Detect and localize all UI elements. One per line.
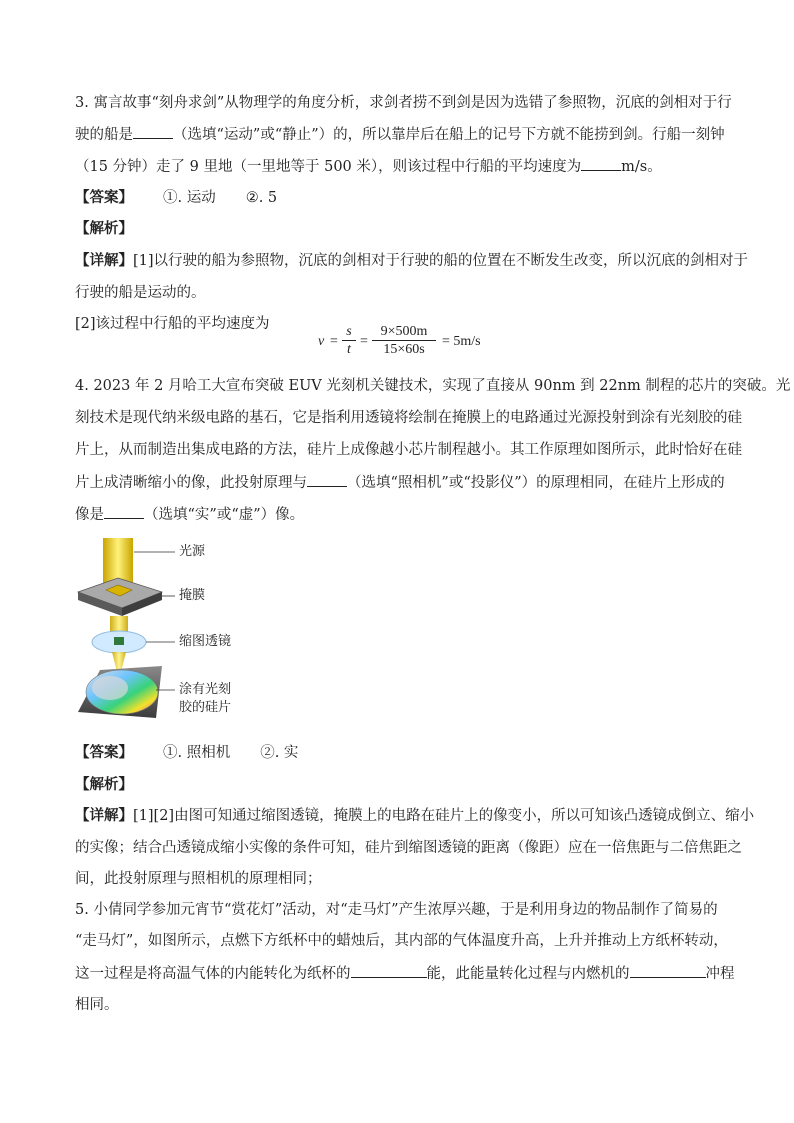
answer-option-1: ①. 运动 — [163, 190, 216, 206]
detail-tag: 【详解】 — [75, 807, 133, 824]
formula-frac-values: $\frac{9\times 500m}{15\times 60s}$ — [372, 324, 436, 358]
q4-line-3: 片上，从而制造出集成电路的方法，硅片上成像越小芯片制程越小。其工作原理如图所示，此时恰好在硅 — [75, 442, 742, 458]
q5-blank-2[interactable] — [630, 963, 706, 978]
wafer-grid — [92, 676, 128, 700]
q5-line-4: 相同。 — [75, 997, 119, 1013]
answer-tag: 【答案】 — [75, 189, 133, 206]
formula-v: v — [318, 334, 325, 349]
q4-detail-1: 【详解】[1][2]由图可知通过缩图透镜，掩膜上的电路在硅片上的像变小，所以可知该凸透镜成倒立、缩小 — [75, 807, 755, 824]
lithography-illustration — [70, 530, 270, 730]
q3-line-3: （15 分钟）走了 9 里地（一里地等于 500 米），则该过程中行船的平均速度为 m/s。 — [75, 156, 725, 177]
q3-blank-1[interactable] — [133, 124, 173, 139]
q3-detail-3: [2]该过程中行船的平均速度为 — [75, 316, 270, 332]
q4-detail-3: 间，此投射原理与照相机的原理相同； — [75, 871, 322, 887]
q4-detail-2: 的实像；结合凸透镜成缩小实像的条件可知，硅片到缩图透镜的距离（像距）应在一倍焦距与二倍焦距之 — [75, 840, 742, 856]
lens-chip-image — [114, 637, 124, 645]
q4-analysis — [75, 775, 725, 795]
q4-line-5: 像是 （选填“实”或“虚”）像。 — [75, 504, 725, 525]
detail-tag: 【详解】 — [75, 252, 133, 269]
q3-detail-2: 行驶的船是运动的。 — [75, 285, 206, 301]
formula-eq-1: = — [330, 334, 338, 349]
q5-line-1: 5. 小倩同学参加元宵节“赏花灯”活动，对“走马灯”产生浓厚兴趣，于是利用身边的物品制作了简易的 — [75, 902, 718, 918]
analysis-tag: 【解析】 — [75, 776, 133, 793]
q4-line-1: 4. 2023 年 2 月哈工大宣布突破 EUV 光刻机关键技术，实现了直接从 90nm 到 22nm 制程的芯片的突破。光 — [75, 378, 791, 394]
answer-tag: 【答案】 — [75, 744, 133, 761]
q4-answer — [75, 743, 725, 763]
label-lens: 缩图透镜 — [179, 634, 232, 649]
label-mask: 掩膜 — [179, 588, 206, 603]
q4-blank-2[interactable] — [104, 504, 144, 519]
answer-option-2: ②. 5 — [245, 190, 278, 206]
q4-blank-1[interactable] — [307, 472, 347, 487]
q5-line-2: “走马灯”，如图所示，点燃下方纸杯中的蜡烛后，其内部的气体温度升高，上升并推动上方纸杯转动， — [75, 933, 728, 949]
answer-option-2: ②. 实 — [260, 745, 299, 761]
q3-blank-2[interactable] — [581, 156, 621, 171]
q5-blank-1[interactable] — [351, 963, 427, 978]
q3-line-2: 驶的船是 （选填“运动”或“静止”）的，所以靠岸后在船上的记号下方就不能捞到剑。行船一刻钟 — [75, 124, 725, 145]
q3-detail-1: 【详解】[1]以行驶的船为参照物，沉底的剑相对于行驶的船的位置在不断发生改变，所以沉底的剑相对于 — [75, 252, 749, 269]
q3-line-1: 3. 寓言故事“刻舟求剑”从物理学的角度分析，求剑者捞不到剑是因为选错了参照物，沉底的剑相对于行 — [75, 95, 732, 111]
label-wafer-2: 胶的硅片 — [179, 700, 232, 715]
label-light-source: 光源 — [179, 544, 206, 559]
q4-line-2: 刻技术是现代纳米级电路的基石，它是指利用透镜将绘制在掩膜上的电路通过光源投射到涂有光刻胶的硅 — [75, 410, 742, 426]
q5-line-3: 这一过程是将高温气体的内能转化为纸杯的 能，此能量转化过程与内燃机的 冲程 — [75, 963, 725, 984]
q4-line-4: 片上成清晰缩小的像，此投射原理与 （选填“照相机”或“投影仪”）的原理相同，在硅片上形成的 — [75, 472, 725, 493]
velocity-formula — [318, 322, 518, 362]
q3-answer — [75, 188, 725, 208]
lithography-diagram — [70, 530, 270, 730]
formula-eq-2: = — [360, 334, 368, 349]
formula-frac-st: $\frac{s}{t}$ — [342, 324, 356, 358]
answer-option-1: ①. 照相机 — [163, 745, 231, 761]
analysis-tag: 【解析】 — [75, 220, 133, 237]
formula-result: = 5m/s — [442, 334, 481, 349]
q3-analysis — [75, 219, 725, 239]
label-wafer-1: 涂有光刻 — [179, 682, 232, 697]
